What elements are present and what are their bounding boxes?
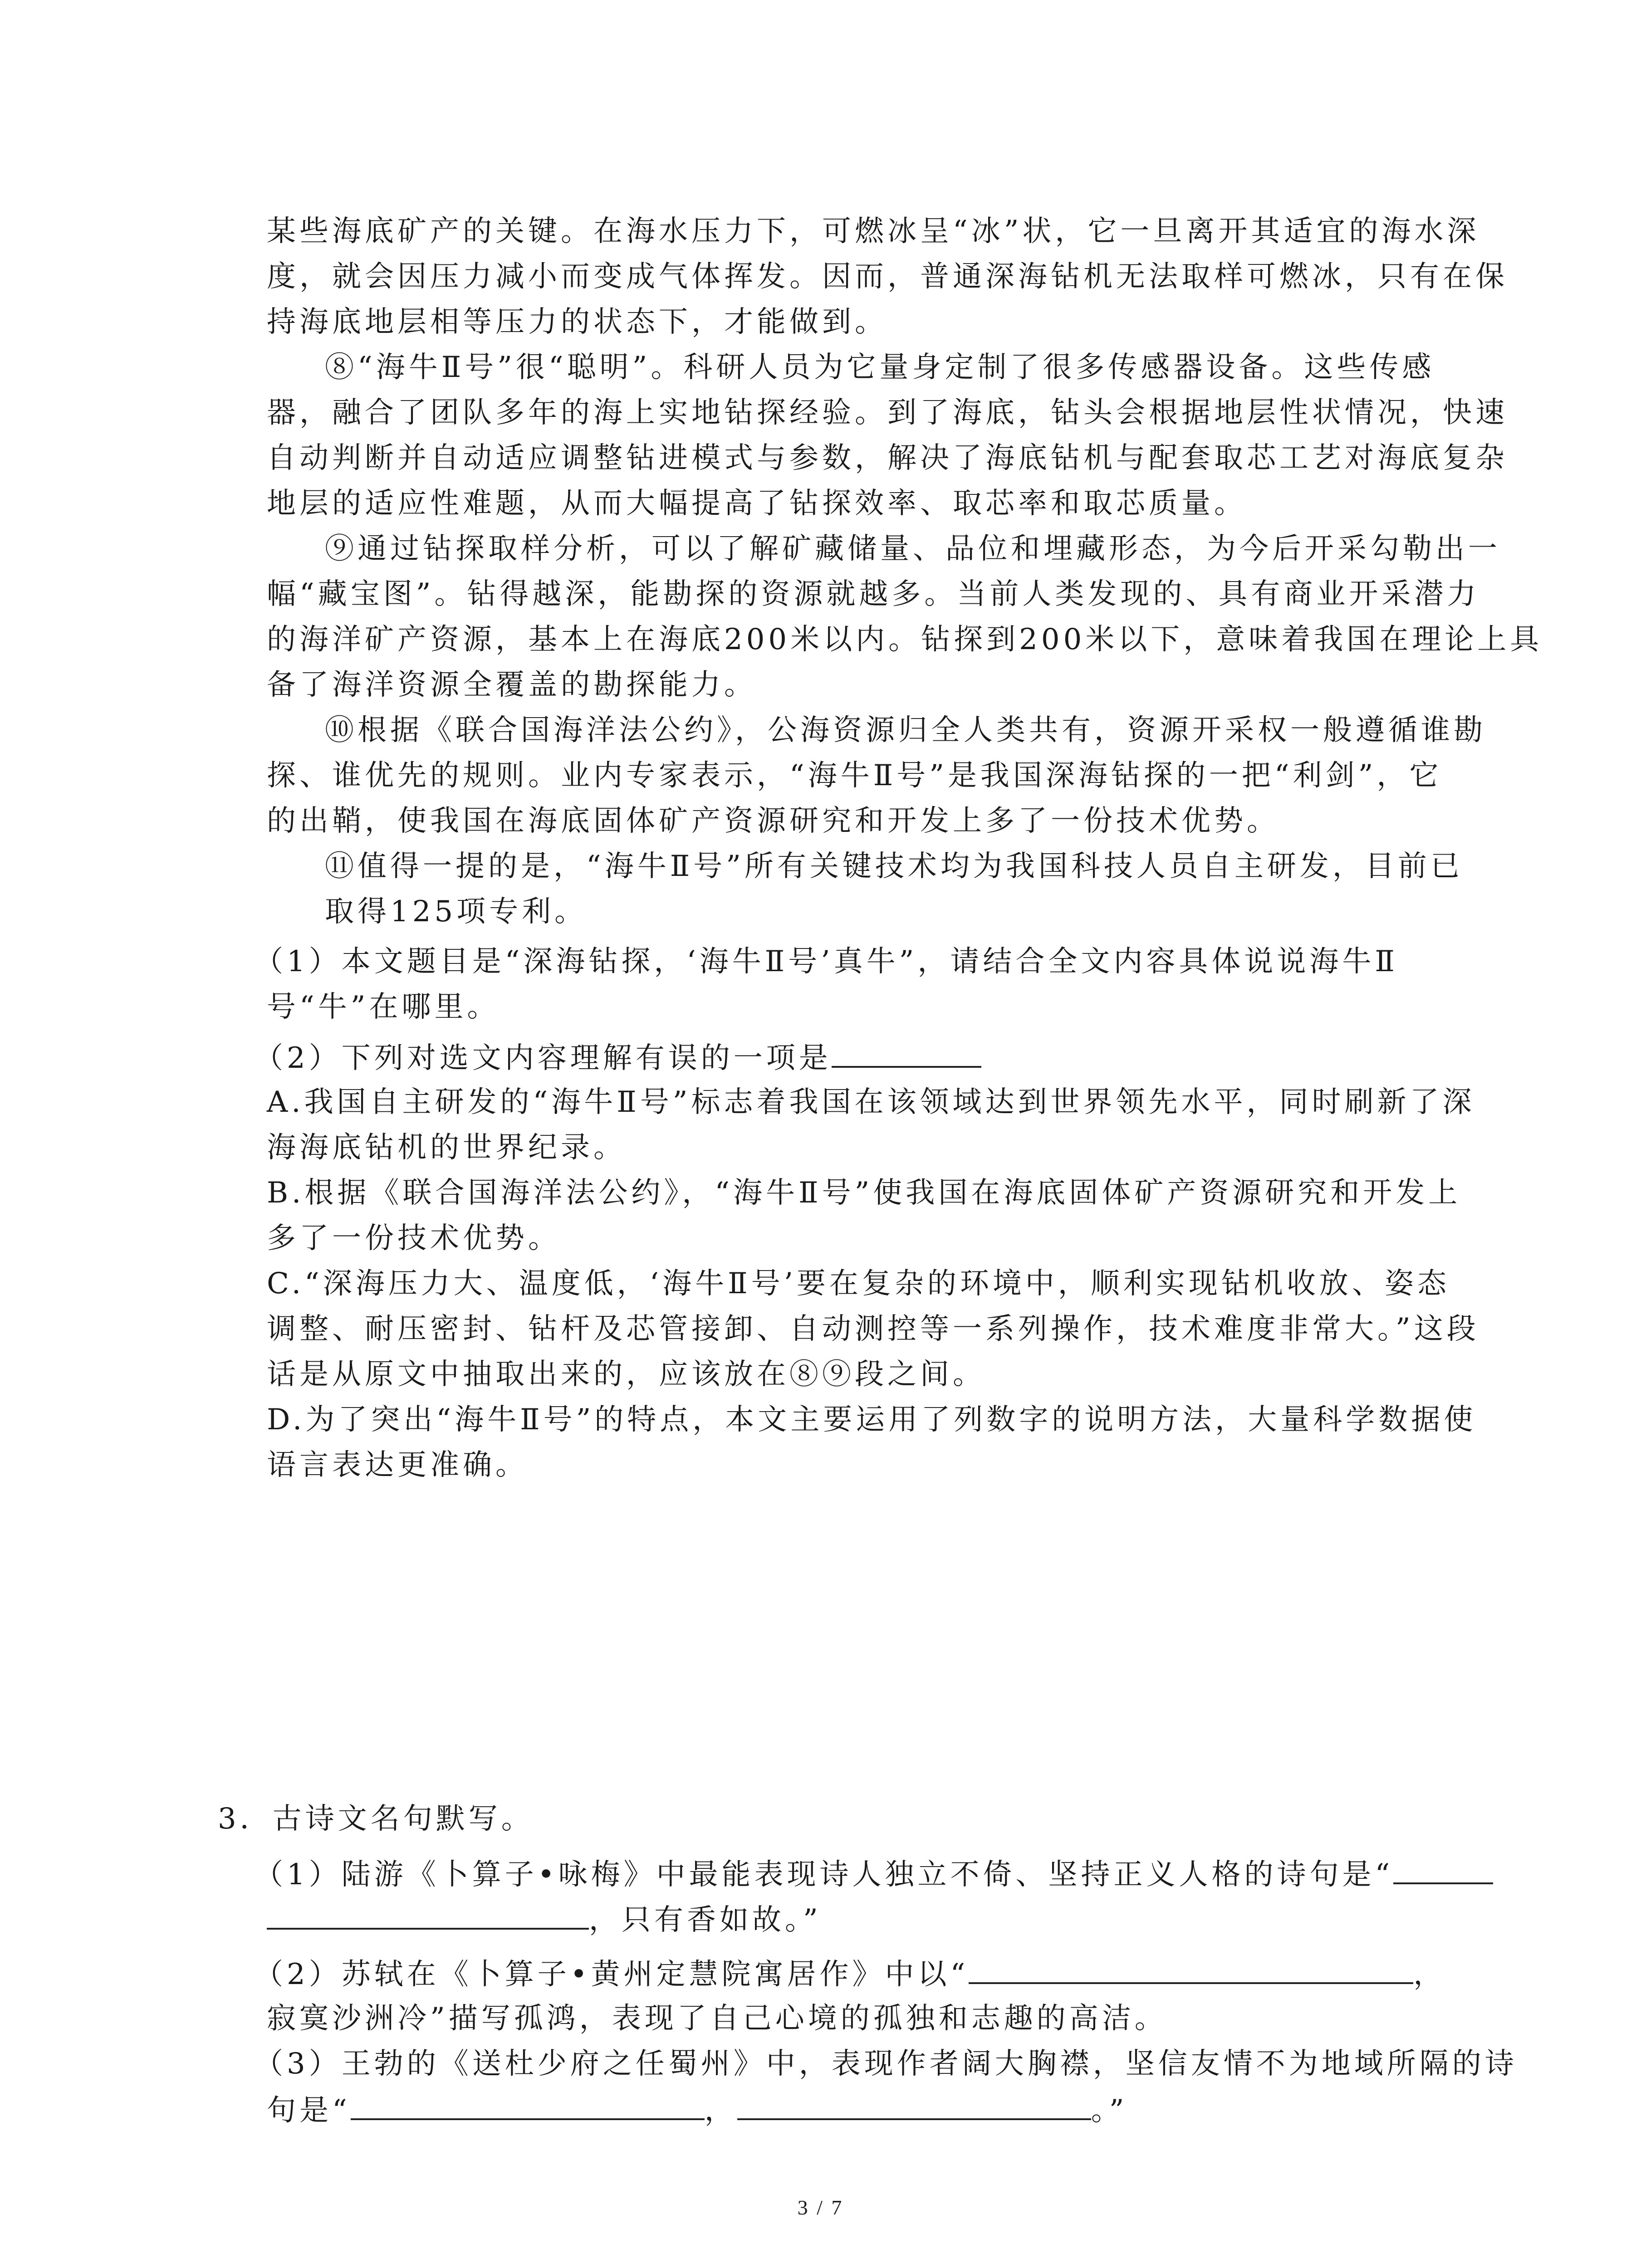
q3-item-2-comma: ， <box>1413 1958 1446 1991</box>
paragraph-9-line: 备了海洋资源全覆盖的勘探能力。 <box>267 668 757 702</box>
paragraph-9-line: 幅“藏宝图”。钻得越深，能勘探的资源就越多。当前人类发现的、具有商业开采潜力 <box>267 577 1480 611</box>
q3-item-3-lead: 句是“ <box>267 2094 351 2127</box>
passage-line: 度，就会因压力减小而变成气体挥发。因而，普通深海钻机无法取样可燃冰，只有在保 <box>267 260 1508 293</box>
q3-item-2-text: （2）苏轼在《卜算子•黄州定慧院寓居作》中以“ <box>254 1958 969 1991</box>
q3-item-3-comma: ， <box>704 2094 737 2127</box>
paragraph-11-line: ⑪值得一提的是，“海牛Ⅱ号”所有关键技术均为我国科技人员自主研发，目前已 <box>325 850 1463 883</box>
question-1-line: （1）本文题目是“深海钻探，‘海牛Ⅱ号’真牛”，请结合全文内容具体说说海牛Ⅱ <box>254 945 1398 978</box>
question-3-title: 3．古诗文名句默写。 <box>218 1802 534 1836</box>
option-c-line: 调整、耐压密封、钻杆及芯管接卸、自动测控等一系列操作，技术难度非常大。”这段 <box>267 1312 1479 1346</box>
paragraph-8-line: 器，融合了团队多年的海上实地钻探经验。到了海底，钻头会根据地层性状情况，快速 <box>267 396 1508 430</box>
option-a-line: 海海底钻机的世界纪录。 <box>267 1131 626 1164</box>
answer-blank[interactable] <box>969 1950 1413 1984</box>
passage-line: 持海底地层相等压力的状态下，才能做到。 <box>267 305 887 339</box>
paragraph-8-line: 地层的适应性难题，从而大幅提高了钻探效率、取芯率和取芯质量。 <box>267 487 1247 520</box>
option-d-line: D.为了突出“海牛Ⅱ号”的特点，本文主要运用了列数字的说明方法，大量科学数据使 <box>267 1403 1477 1437</box>
option-c-line: 话是从原文中抽取出来的，应该放在⑧⑨段之间。 <box>267 1358 985 1391</box>
option-c-line: C.“深海压力大、温度低，‘海牛Ⅱ号’要在复杂的环境中，顺利实现钻机收放、姿态 <box>267 1267 1450 1300</box>
paragraph-8-line: 自动判断并自动适应调整钻进模式与参数，解决了海底钻机与配套取芯工艺对海底复杂 <box>267 441 1508 475</box>
q3-item-3-end: 。” <box>1091 2094 1128 2127</box>
passage-line: 某些海底矿产的关键。在海水压力下，可燃冰呈“冰”状，它一旦离开其适宜的海水深 <box>267 215 1480 248</box>
q3-item-1-tail: ，只有香如故。” <box>589 1903 822 1937</box>
answer-blank[interactable] <box>832 1034 981 1068</box>
paragraph-8-line: ⑧“海牛Ⅱ号”很“聪明”。科研人员为它量身定制了很多传感器设备。这些传感 <box>325 351 1435 384</box>
q3-item-2-line2: 寂寞沙洲冷”描写孤鸿，表现了自己心境的孤独和志趣的高洁。 <box>267 2002 1167 2035</box>
question-2-stem-text: （2）下列对选文内容理解有误的一项是 <box>254 1041 832 1075</box>
page-number: 3 / 7 <box>797 2196 844 2219</box>
question-2-stem <box>254 1034 981 1081</box>
paragraph-9-line: 的海洋矿产资源，基本上在海底200米以内。钻探到200米以下，意味着我国在理论上具 <box>267 623 1543 656</box>
q3-item-3-line2 <box>267 2087 1127 2133</box>
answer-blank[interactable] <box>1393 1851 1493 1884</box>
paragraph-10-line: 的出鞘，使我国在海底固体矿产资源研究和开发上多了一份技术优势。 <box>267 804 1279 838</box>
answer-blank[interactable] <box>737 2087 1091 2120</box>
q3-item-2-line1 <box>254 1950 1446 1997</box>
paragraph-10-line: 探、谁优先的规则。业内专家表示，“海牛Ⅱ号”是我国深海钻探的一把“利剑”，它 <box>267 759 1442 792</box>
answer-blank[interactable] <box>267 1896 589 1930</box>
paragraph-10-line: ⑩根据《联合国海洋法公约》，公海资源归全人类共有，资源开采权一般遵循谁勘 <box>325 714 1486 747</box>
answer-blank[interactable] <box>351 2087 705 2120</box>
q3-item-3-line1: （3）王勃的《送杜少府之任蜀州》中，表现作者阔大胸襟，坚信友情不为地域所隔的诗 <box>254 2047 1518 2081</box>
q3-item-1-text: （1）陆游《卜算子•咏梅》中最能表现诗人独立不倚、坚持正义人格的诗句是“ <box>254 1858 1394 1892</box>
paragraph-11-line: 取得125项专利。 <box>325 895 588 929</box>
option-b-line: 多了一份技术优势。 <box>267 1222 561 1255</box>
question-1-line: 号“牛”在哪里。 <box>267 990 500 1024</box>
q3-item-1-line1 <box>254 1851 1493 1897</box>
paragraph-9-line: ⑨通过钻探取样分析，可以了解矿藏储量、品位和埋藏形态，为今后开采勾勒出一 <box>325 532 1501 566</box>
option-d-line: 语言表达更准确。 <box>267 1448 528 1482</box>
q3-item-1-line2 <box>267 1896 822 1943</box>
option-b-line: B.根据《联合国海洋法公约》，“海牛Ⅱ号”使我国在海底固体矿产资源研究和开发上 <box>267 1176 1461 1210</box>
option-a-line: A.我国自主研发的“海牛Ⅱ号”标志着我国在该领域达到世界领先水平，同时刷新了深 <box>267 1085 1475 1119</box>
